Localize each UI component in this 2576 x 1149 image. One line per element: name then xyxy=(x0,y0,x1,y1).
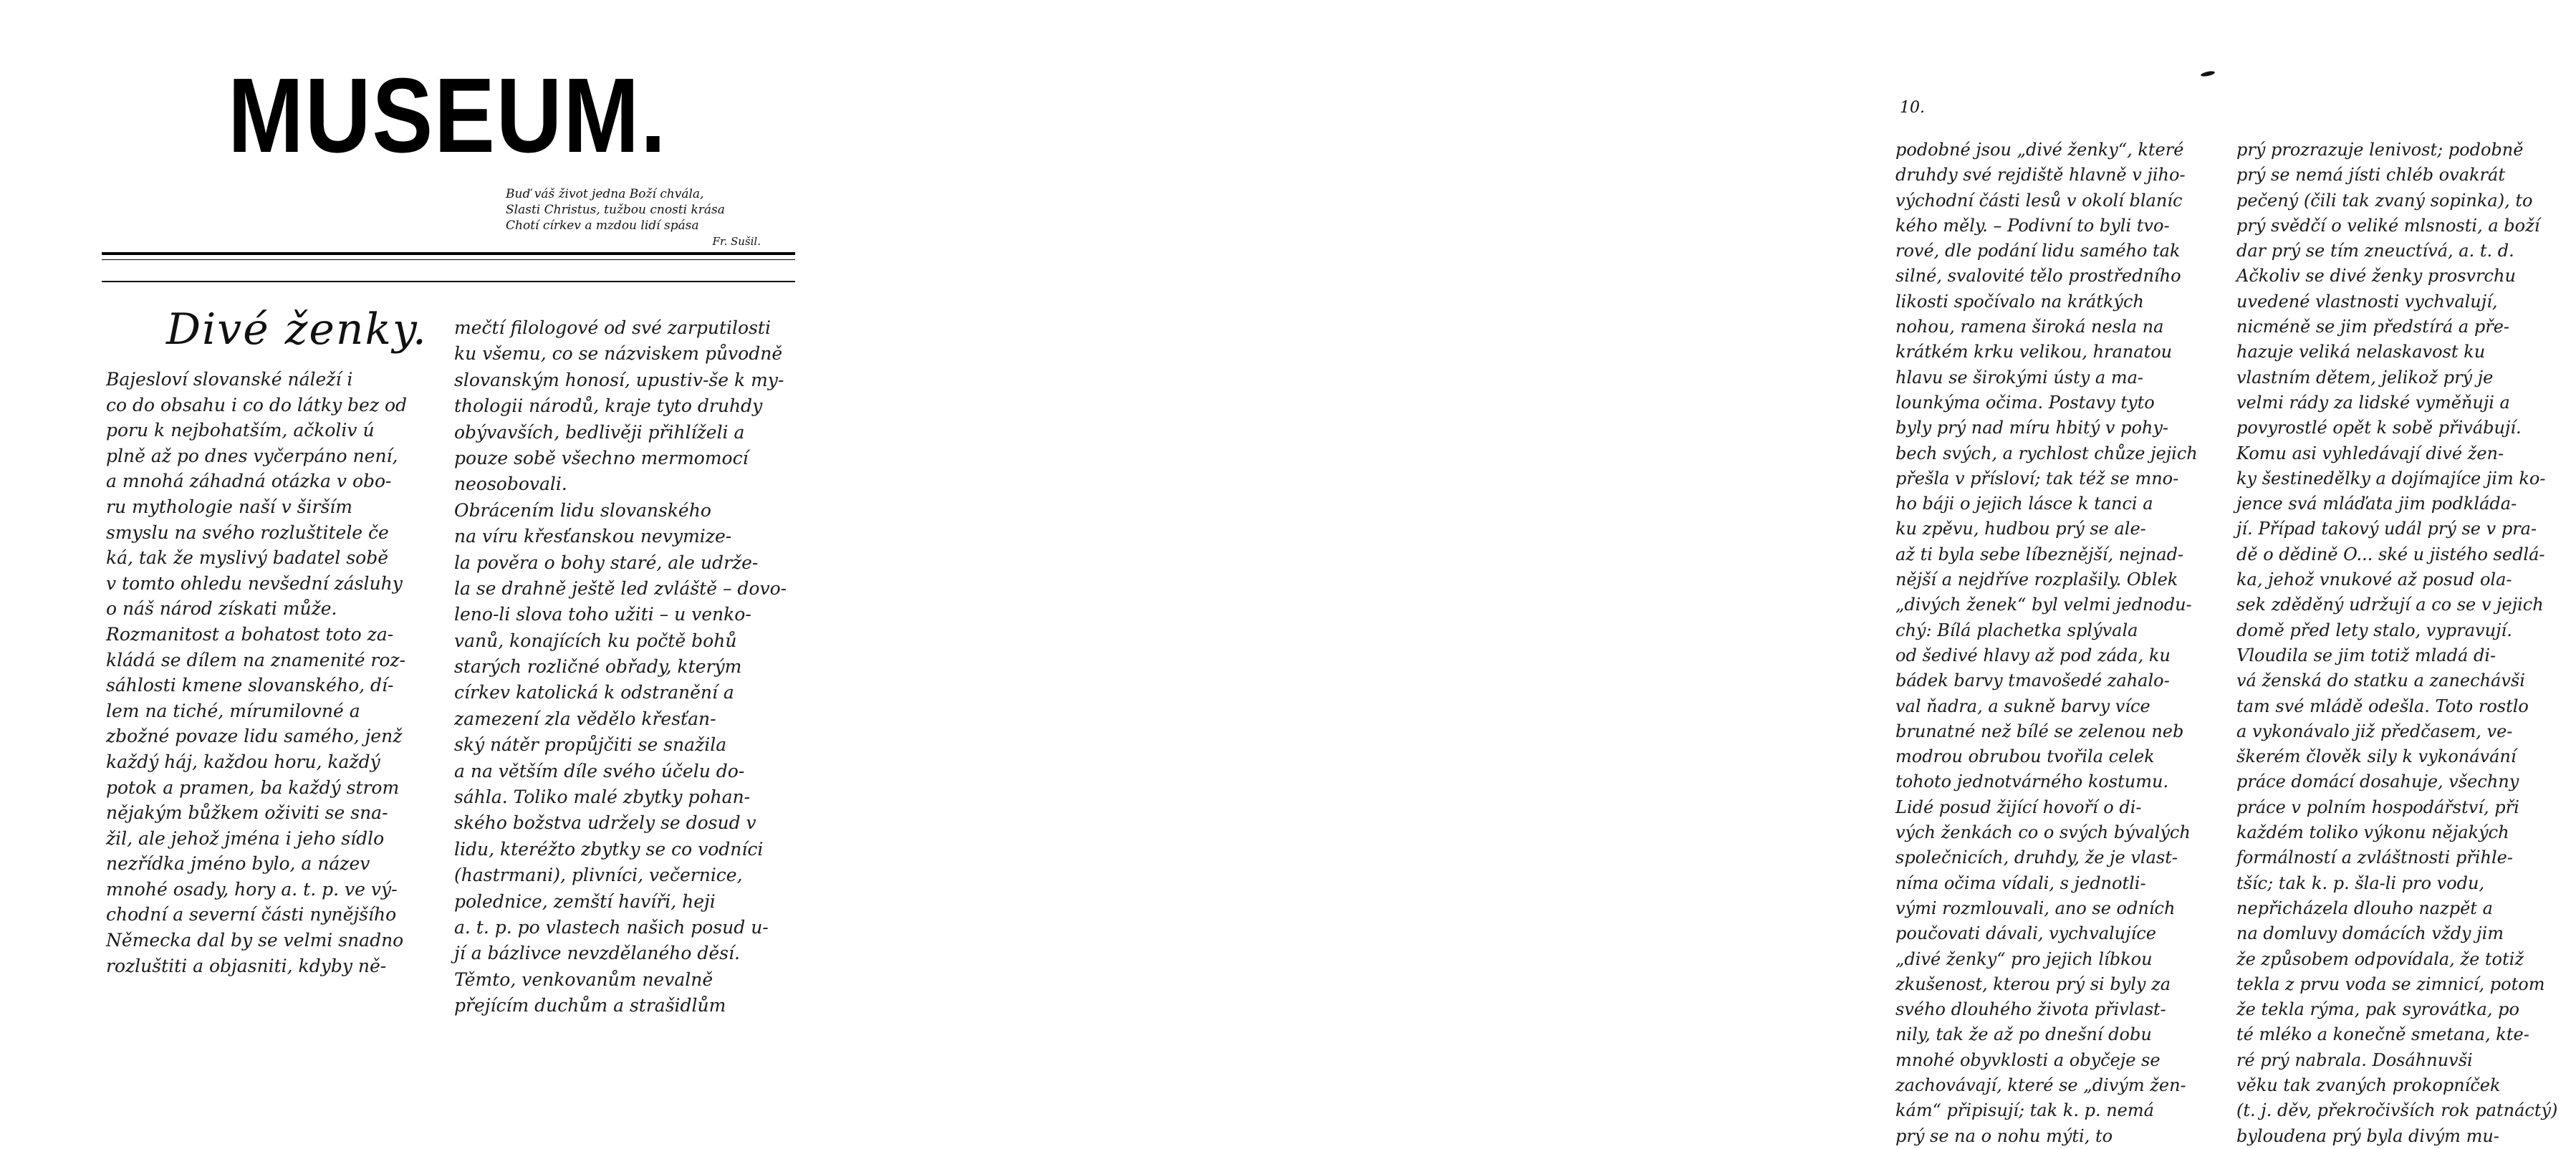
manuscript-line: tšíc; tak k. p. šla-li pro vodu, xyxy=(2236,872,2485,893)
masthead-rule xyxy=(102,259,795,260)
manuscript-line: církev katolická k odstranění a xyxy=(454,682,734,703)
manuscript-line: každý háj, každou horu, každý xyxy=(106,751,380,772)
manuscript-line: a mnohá záhadná otázka v obo- xyxy=(106,471,392,492)
manuscript-line: obývavších, bedlivěji přihlíželi a xyxy=(454,421,745,443)
manuscript-line: prý svědčí o veliké mlsnosti, a boží xyxy=(2236,215,2540,236)
manuscript-line: bádek barvy tmavošedé zahalo- xyxy=(1895,670,2170,691)
manuscript-line: ku všemu, co se názviskem původně xyxy=(454,343,783,365)
manuscript-line: Lidé posud žijící hovoří o di- xyxy=(1895,797,2142,817)
manuscript-line: ré prý nabrala. Dosáhnuvši xyxy=(2236,1049,2473,1070)
manuscript-line: plně až po dnes vyčerpáno není, xyxy=(106,445,398,466)
masthead-rule xyxy=(102,281,795,282)
manuscript-line: dě o dědině O... ské u jistého sedlá- xyxy=(2236,544,2545,564)
text-column-left-2 xyxy=(454,315,805,1019)
manuscript-line: tekla z prvu voda se zimnicí, potom xyxy=(2236,973,2545,994)
manuscript-line: leno-li slova toho užiti – u venko- xyxy=(454,604,751,625)
manuscript-line: „divých ženek“ byl velmi jednodu- xyxy=(1895,595,2192,615)
manuscript-line: té mléko a konečně smetana, kte- xyxy=(2236,1024,2529,1045)
manuscript-line: thologii národů, kraje tyto druhdy xyxy=(454,395,763,417)
text-column-right-2 xyxy=(2236,138,2576,1149)
manuscript-line: lem na tiché, mírumilovné a xyxy=(106,700,360,721)
manuscript-line: Bajesloví slovanské náleží i xyxy=(106,369,353,390)
manuscript-line: a vykonávalo již předčasem, ve- xyxy=(2236,721,2513,741)
manuscript-line: „divé ženky“ pro jejich líbkou xyxy=(1895,948,2153,969)
manuscript-line: domě před lety stalo, vypravují. xyxy=(2236,620,2512,640)
manuscript-line: zachovávají, které se „divým žen- xyxy=(1895,1075,2186,1095)
manuscript-line: krátkém krku velikou, hranatou xyxy=(1895,342,2173,362)
manuscript-line: vými rozmlouvali, ano se odních xyxy=(1895,898,2176,918)
manuscript-line: byly prý nad míru hbitý v pohy- xyxy=(1895,418,2169,438)
manuscript-line: dar prý se tím zneuctívá, a. t. d. xyxy=(2236,241,2514,261)
manuscript-line: polednice, zemští havíři, heji xyxy=(454,890,716,912)
manuscript-line: likosti spočívalo na krátkých xyxy=(1895,291,2144,312)
manuscript-line: níma očima vídali, s jednotli- xyxy=(1895,872,2146,893)
manuscript-line: nější a nejdříve rozplašily. Oblek xyxy=(1895,569,2178,590)
manuscript-line: kého měly. – Podivní to byli tvo- xyxy=(1895,215,2170,236)
motto-line: Slasti Christus, tužbou cnosti krása xyxy=(506,203,725,217)
manuscript-line: podobné jsou „divé ženky“, které xyxy=(1895,140,2184,160)
manuscript-line: na domluvy domácích vždy jim xyxy=(2236,923,2504,944)
manuscript-line: společnicích, druhdy, že je vlast- xyxy=(1895,847,2178,868)
manuscript-line: zbožné povaze lidu samého, jenž xyxy=(106,726,403,747)
manuscript-line: že způsobem odpovídala, že totiž xyxy=(2236,948,2524,969)
manuscript-line: tohoto jednotvárného kostumu. xyxy=(1895,771,2169,792)
manuscript-line: brunatné než bílé se zelenou neb xyxy=(1895,721,2184,741)
manuscript-line: starých rozličné obřady, kterým xyxy=(454,656,742,678)
manuscript-line: ho báji o jejich lásce k tanci a xyxy=(1895,494,2153,514)
text-column-left-1 xyxy=(106,367,443,979)
right-page xyxy=(888,0,2558,1146)
manuscript-line: tam své mládě odešla. Toto rostlo xyxy=(2236,696,2529,716)
manuscript-line: druhdy své rejdiště hlavně v jiho- xyxy=(1895,165,2186,186)
manuscript-line: svého dlouhého života přivlast- xyxy=(1895,999,2166,1020)
manuscript-line: poru k nejbohatším, ačkoliv ú xyxy=(106,420,375,441)
manuscript-line: Ačkoliv se divé ženky prosvrchu xyxy=(2236,266,2516,287)
manuscript-line: vá ženská do statku a zanechávši xyxy=(2236,670,2525,691)
manuscript-line: velmi rády za lidské vyměňuji a xyxy=(2236,392,2510,413)
motto-line: Buď váš život jedna Boží chvála, xyxy=(506,187,704,201)
manuscript-line: rové, dle podání lidu samého tak xyxy=(1895,241,2181,261)
manuscript-line: poučovati dávali, vychvalujíce xyxy=(1895,923,2156,944)
manuscript-line: (hastrmani), plivníci, večernice, xyxy=(454,865,743,886)
page-number: 10. xyxy=(1900,99,1925,117)
manuscript-line: o náš národ získati může. xyxy=(106,598,337,620)
manuscript-line: pouze sobě všechno mermomocí xyxy=(454,447,749,468)
manuscript-line: uvedené vlastnosti vychvalují, xyxy=(2236,291,2498,312)
manuscript-line: (t. j. děv, překročivších rok patnáctý) xyxy=(2236,1100,2558,1121)
manuscript-line: jí. Případ takový udál prý se v pra- xyxy=(2236,519,2537,539)
manuscript-line: mečtí filologové od své zarputilosti xyxy=(454,317,771,338)
manuscript-line: zkušenost, kterou prý si byly za xyxy=(1895,973,2171,994)
manuscript-line: v tomto ohledu nevšední zásluhy xyxy=(106,572,403,594)
manuscript-line: vlastním dětem, jelikož prý je xyxy=(2236,367,2494,388)
manuscript-line: hazuje veliká nelaskavost ku xyxy=(2236,342,2486,362)
manuscript-line: práce v polním hospodářství, při xyxy=(2236,797,2519,817)
manuscript-line: nicméně se jim předstírá a pře- xyxy=(2236,317,2510,337)
manuscript-line: Komu asi vyhledávají divé žen- xyxy=(2236,443,2504,463)
masthead-motto xyxy=(506,186,771,249)
manuscript-line: mnohé obyvklosti a obyčeje se xyxy=(1895,1049,2161,1070)
masthead-title: MUSEUM. xyxy=(228,57,668,175)
manuscript-line: Těmto, venkovanům nevalně xyxy=(454,968,713,990)
manuscript-line: formálností a zvláštnosti přihle- xyxy=(2236,847,2513,868)
manuscript-line: prý se na o nohu mýti, to xyxy=(1895,1125,2113,1146)
manuscript-line: ru mythologie naší v širším xyxy=(106,496,352,517)
manuscript-line: škerém člověk sily k vykonávání xyxy=(2236,746,2517,767)
manuscript-line: nepřicházela dlouho nazpět a xyxy=(2236,898,2493,918)
manuscript-line: povyrostlé opět k sobě přivábují. xyxy=(2236,418,2522,438)
manuscript-line: val ňadra, a sukně barvy více xyxy=(1895,696,2150,716)
manuscript-line: potok a pramen, ba každý strom xyxy=(106,777,400,798)
manuscript-line: každém toliko výkonu nějakých xyxy=(2236,822,2509,843)
manuscript-line: mnohé osady, hory a. t. p. ve vý- xyxy=(106,878,398,900)
manuscript-line: zamezení zla vědělo křesťan- xyxy=(454,708,716,729)
manuscript-line: vých ženkách co o svých bývalých xyxy=(1895,822,2191,843)
manuscript-line: že tekla rýma, pak syrovátka, po xyxy=(2236,999,2519,1020)
manuscript-line: věku tak zvaných prokopníček xyxy=(2236,1075,2501,1095)
manuscript-line: nějakým bůžkem oživiti se sna- xyxy=(106,802,388,824)
manuscript-line: chý: Bílá plachetka splývala xyxy=(1895,620,2138,640)
manuscript-line: Obrácením lidu slovanského xyxy=(454,499,711,521)
manuscript-line: nezřídka jméno bylo, a název xyxy=(106,853,370,875)
manuscript-line: silné, svalovité tělo prostředního xyxy=(1895,266,2181,287)
motto-line: Chotí církev a mzdou lidí spása xyxy=(506,218,699,233)
manuscript-line: chodní a severní části nynějšího xyxy=(106,904,397,926)
manuscript-line: prý prozrazuje lenivost; podobně xyxy=(2236,140,2524,160)
manuscript-line: slovanským honosí, upustiv-še k my- xyxy=(454,369,784,390)
manuscript-line: přešla v přísloví; tak též se mno- xyxy=(1895,468,2179,489)
text-column-right-1 xyxy=(1895,138,2224,1149)
manuscript-line: la se drahně ještě led zvláště – dovo- xyxy=(454,577,787,599)
manuscript-line: a. t. p. po vlastech našich posud u- xyxy=(454,916,769,938)
motto-signature: Fr. Sušil. xyxy=(712,235,761,248)
ink-mark xyxy=(2201,70,2216,77)
manuscript-line: na víru křesťanskou nevymize- xyxy=(454,526,732,547)
manuscript-line: až ti byla sebe líbeznější, nejnad- xyxy=(1895,544,2184,564)
manuscript-line: jence svá mláďata jim podkláda- xyxy=(2236,494,2517,514)
manuscript-line: jí a bázlivce nevzdělaného děsí. xyxy=(454,943,740,964)
manuscript-line: pečený (čili tak zvaný sopinka), to xyxy=(2236,190,2533,211)
manuscript-line: nily, tak že až po dnešní dobu xyxy=(1895,1024,2152,1045)
manuscript-line: smyslu na svého rozluštitele če xyxy=(106,521,389,543)
manuscript-line: co do obsahu i co do látky bez od xyxy=(106,394,408,415)
manuscript-line: sáhlosti kmene slovanského, dí- xyxy=(106,675,394,696)
manuscript-line: ka, jehož vnukové až posud ola- xyxy=(2236,569,2512,590)
manuscript-line: byloudena prý byla divým mu- xyxy=(2236,1125,2499,1146)
manuscript-line: ského božstva udržely se dosud v xyxy=(454,812,756,834)
manuscript-line: kládá se dílem na znamenité roz- xyxy=(106,649,406,670)
manuscript-line: rozluštiti a objasniti, kdyby ně- xyxy=(106,955,387,976)
manuscript-line: bech svých, a rychlost chůze jejich xyxy=(1895,443,2198,463)
manuscript-line: lounkýma očima. Postavy tyto xyxy=(1895,392,2155,413)
masthead-rule xyxy=(102,252,795,255)
article-title: Divé ženky. xyxy=(166,304,428,355)
manuscript-line: přejícím duchům a strašidlům xyxy=(454,995,726,1016)
manuscript-line: lidu, kteréžto zbytky se co vodníci xyxy=(454,838,764,860)
manuscript-line: kám“ připisují; tak k. p. nemá xyxy=(1895,1100,2154,1121)
manuscript-line: žil, ale jehož jména i jeho sídlo xyxy=(106,827,385,849)
manuscript-line: ky šestinedělky a dojímajíce jim ko- xyxy=(2236,468,2546,489)
manuscript-line: sek zděděný udržují a co se v jejich xyxy=(2236,595,2544,615)
manuscript-line: nohou, ramena široká nesla na xyxy=(1895,317,2164,337)
manuscript-line: modrou obrubou tvořila celek xyxy=(1895,746,2155,767)
manuscript-line: Rozmanitost a bohatost toto za- xyxy=(106,623,394,645)
manuscript-line: Vloudila se jim totiž mladá di- xyxy=(2236,645,2496,665)
manuscript-line: práce domácí dosahuje, všechny xyxy=(2236,771,2519,792)
manuscript-line: ský nátěr propůjčiti se snažila xyxy=(454,734,727,756)
manuscript-line: la pověra o bohy staré, ale udrže- xyxy=(454,552,759,573)
manuscript-line: a na větším díle svého účelu do- xyxy=(454,760,745,782)
manuscript-line: Německa dal by se velmi snadno xyxy=(106,930,404,951)
manuscript-line: sáhla. Toliko malé zbytky pohan- xyxy=(454,787,751,808)
manuscript-line: neosobovali. xyxy=(454,473,567,495)
manuscript-line: ku zpěvu, hudbou prý se ale- xyxy=(1895,519,2146,539)
manuscript-line: ká, tak že myslivý badatel sobě xyxy=(106,547,389,569)
manuscript-line: hlavu se širokými ústy a ma- xyxy=(1895,367,2144,388)
manuscript-line: od šedivé hlavy až pod záda, ku xyxy=(1895,645,2171,665)
manuscript-line: prý se nemá jísti chléb ovakrát xyxy=(2236,165,2505,186)
manuscript-line: vanů, konajících ku počtě bohů xyxy=(454,630,737,651)
manuscript-line: východní části lesů v okolí blaníc xyxy=(1895,190,2183,211)
left-page xyxy=(0,0,888,1075)
